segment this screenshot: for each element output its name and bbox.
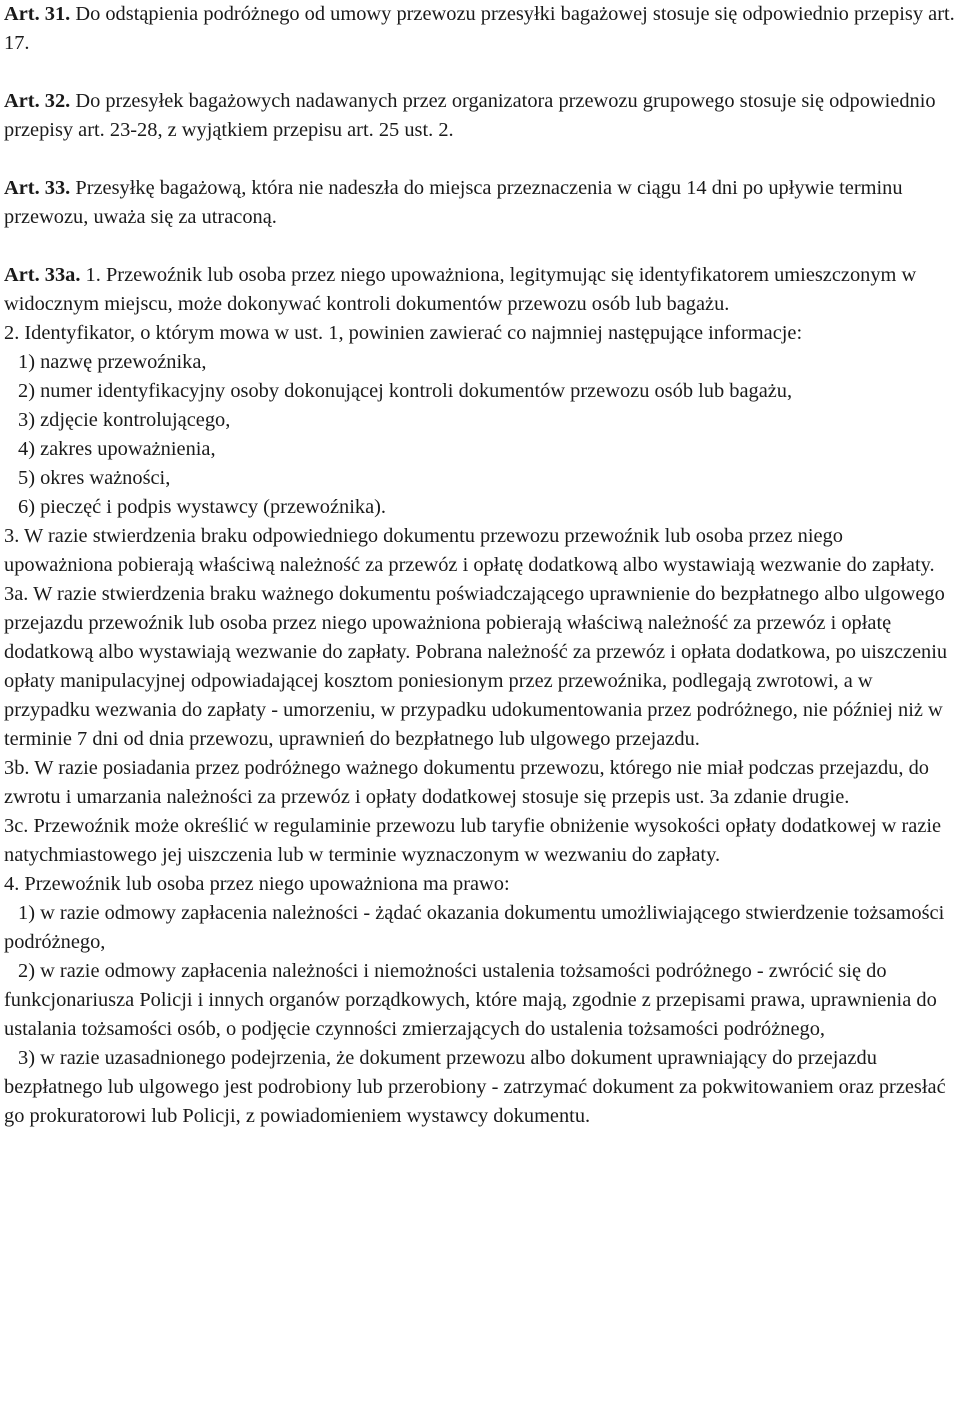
article-31-text: Do odstąpienia podróżnego od umowy przewozu przesyłki bagażowej stosuje się odpowiednio przepisy art. 17. [4,3,955,54]
article-33a-para-3a: 3a. W razie stwierdzenia braku ważnego dokumentu poświadczającego uprawnienie do bezpłatnego albo ulgowego przejazdu przewoźnik lub osoba przez niego upoważniona pobierają właściwą należność za przewóz i opłatę dodatkową albo wystawiają wezwanie do zapłaty. Pobrana należność za przewóz i opłata dodatkowa, po uiszczeniu opłaty manipulacyjnej odpowiadającej kosztom poniesionym przez przewoźnika, podlegają zwrotowi, a w przypadku wezwania do zapłaty - umorzeniu, w przypadku udokumentowania przez podróżnego, nie później niż w terminie 7 dni od dnia przewozu, uprawnień do bezpłatnego lub ulgowego przejazdu. [4,583,948,750]
article-33a-para-2: 2. Identyfikator, o którym mowa w ust. 1, powinien zawierać co najmniej następujące informacje: [4,322,803,344]
article-33a-para-4: 4. Przewoźnik lub osoba przez niego upoważniona ma prawo: [4,873,510,895]
list-item: 2) numer identyfikacyjny osoby dokonującej kontroli dokumentów przewozu osób lub bagażu, [18,380,793,402]
list-item: 3) w razie uzasadnionego podejrzenia, że dokument przewozu albo dokument uprawniający do przejazdu bezpłatnego lub ulgowego jest podrobiony lub przerobiony - zatrzymać dokument za pokwitowaniem oraz przesłać go prokuratorowi lub Policji, z powiadomieniem wystawcy dokumentu. [4,1047,946,1127]
article-33a-para-1-text: 1. Przewoźnik lub osoba przez niego upoważniona, legitymując się identyfikatorem umieszczonym w widocznym miejscu, może dokonywać kontroli dokumentów przewozu osób lub bagażu. [4,264,917,315]
list-item: 1) nazwę przewoźnika, [18,351,207,373]
article-31-heading: Art. 31. [4,3,71,25]
article-32 [4,87,956,145]
list-item: 5) okres ważności, [18,467,171,489]
article-33a-para-4-list [4,899,956,1131]
list-item: 2) w razie odmowy zapłacenia należności i niemożności ustalenia tożsamości podróżnego - zwrócić się do funkcjonariusza Policji i innych organów porządkowych, które mają, zgodnie z przepisami prawa, uprawnienia do ustalania tożsamości osób, o podjęcie czynności zmierzających do ustalenia tożsamości podróżnego, [4,960,937,1040]
list-item: 6) pieczęć i podpis wystawcy (przewoźnika). [18,496,387,518]
article-33a [4,261,956,1131]
article-33-heading: Art. 33. [4,177,71,199]
list-item: 4) zakres upoważnienia, [18,438,216,460]
article-33a-para-3c: 3c. Przewoźnik może określić w regulaminie przewozu lub taryfie obniżenie wysokości opłaty dodatkowej w razie natychmiastowego jej uiszczenia lub w terminie wyznaczonym w wezwaniu do zapłaty. [4,815,942,866]
article-33a-heading: Art. 33a. [4,264,81,286]
article-31 [4,0,956,58]
article-33 [4,174,956,232]
article-33a-para-3b: 3b. W razie posiadania przez podróżnego ważnego dokumentu przewozu, którego nie miał podczas przejazdu, do zwrotu i umarzania należności za przewóz i opłaty dodatkowej stosuje się przepis ust. 3a zdanie drugie. [4,757,929,808]
article-32-text: Do przesyłek bagażowych nadawanych przez organizatora przewozu grupowego stosuje się odpowiednio przepisy art. 23-28, z wyjątkiem przepisu art. 25 ust. 2. [4,90,936,141]
list-item: 3) zdjęcie kontrolującego, [18,409,231,431]
article-33a-para-2-list [4,348,956,522]
article-32-heading: Art. 32. [4,90,71,112]
list-item: 1) w razie odmowy zapłacenia należności - żądać okazania dokumentu umożliwiającego stwierdzenie tożsamości podróżnego, [4,902,945,953]
article-33a-para-1 [4,261,956,319]
article-33a-para-3: 3. W razie stwierdzenia braku odpowiedniego dokumentu przewozu przewoźnik lub osoba przez niego upoważniona pobierają właściwą należność za przewóz i opłatę dodatkową albo wystawiają wezwanie do zapłaty. [4,525,935,576]
document-page [4,0,956,1131]
article-33-text: Przesyłkę bagażową, która nie nadeszła do miejsca przeznaczenia w ciągu 14 dni po upływie terminu przewozu, uważa się za utraconą. [4,177,903,228]
